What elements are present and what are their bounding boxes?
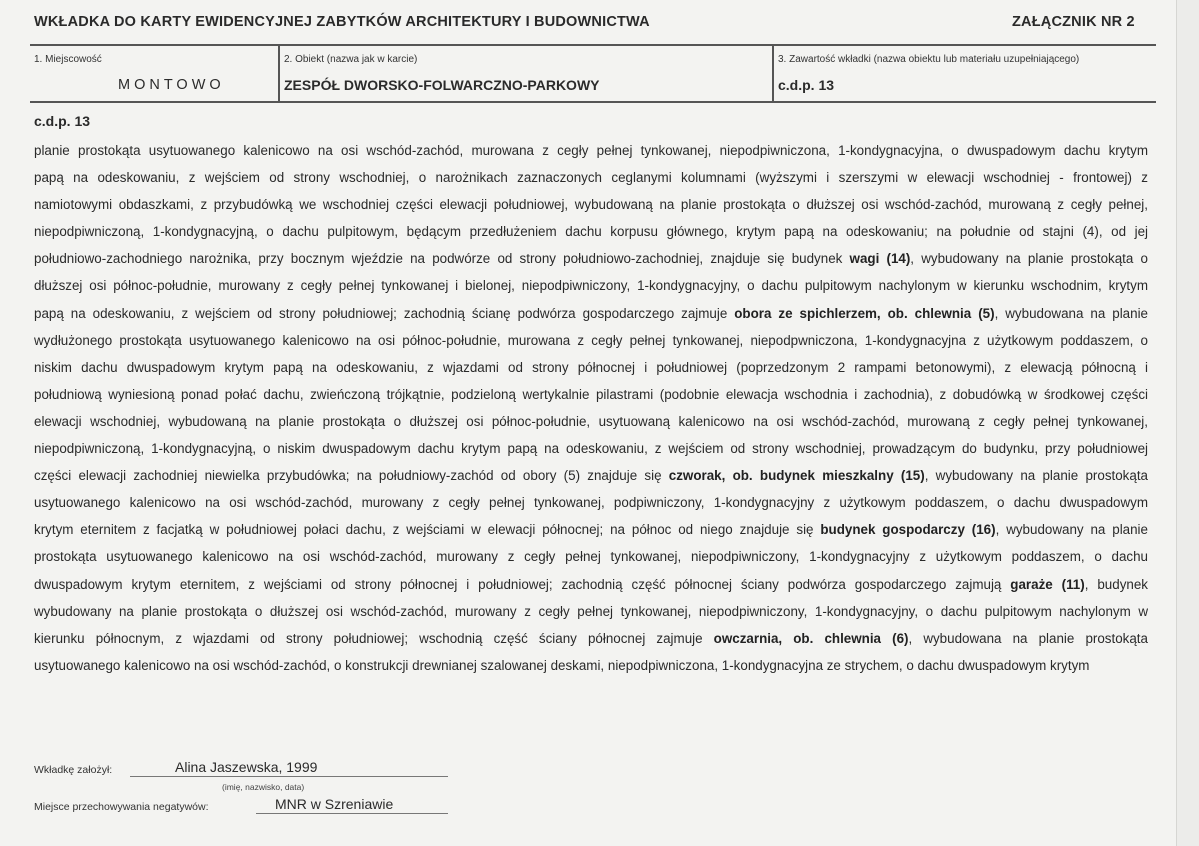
highlighted-building-name: owczarnia, ob. chlewnia (6) bbox=[713, 630, 909, 646]
object-value: ZESPÓŁ DWORSKO-FOLWARCZNO-PARKOWY bbox=[284, 77, 600, 93]
column-divider-1 bbox=[278, 46, 280, 102]
text-segment: kierunku północnym, z wjazdami od strony południowej; wschodnią część ściany północnej zajmuje bbox=[34, 630, 714, 646]
text-line bbox=[34, 408, 1148, 435]
text-segment: dłuższej osi północ-południe, murowany z cegły pełnej tynkowanej i bielonej, niepodpiwniczony, 1-kondygnacyjny, o dachu pulpitowym nachylonym w kierunku wschodnim, krytym bbox=[34, 278, 1148, 294]
town-value: MONTOWO bbox=[118, 77, 225, 93]
text-segment: niepodpiwniczoną, 1-kondygnacyjną, o niskim dwuspadowym dachu krytym papą na odeskowaniu, z wejściem od strony wschodniej, prowadzącym do budynku, przy południowej bbox=[34, 441, 1148, 457]
text-line bbox=[34, 625, 1148, 652]
text-line bbox=[34, 272, 1148, 299]
document-title: WKŁADKA DO KARTY EWIDENCYJNEJ ZABYTKÓW ARCHITEKTURY I BUDOWNICTWA bbox=[34, 14, 650, 30]
text-line bbox=[34, 489, 1148, 516]
text-line bbox=[34, 435, 1148, 462]
highlighted-building-name: wagi (14) bbox=[849, 251, 911, 267]
text-line bbox=[34, 543, 1148, 570]
text-segment: , wybudowany na planie bbox=[995, 522, 1148, 538]
text-segment: usytuowanego kalenicowo na osi wschód-zachód, murowany z cegły pełnej tynkowanej, podpiwniczony, 1-kondygnacyjny z użytkowym poddaszem, o dachu dwuspadowym bbox=[34, 495, 1148, 511]
bottom-rule bbox=[30, 101, 1156, 103]
town-label: 1. Miejscowość bbox=[34, 54, 102, 65]
text-line bbox=[34, 598, 1148, 625]
text-line bbox=[34, 218, 1148, 245]
highlighted-building-name: budynek gospodarczy (16) bbox=[820, 522, 996, 538]
object-label: 2. Obiekt (nazwa jak w karcie) bbox=[284, 54, 418, 65]
storage-label: Miejsce przechowywania negatywów: bbox=[34, 801, 209, 813]
text-segment: południową wyniesioną ponad połać dachu, zwieńczoną trójkątnie, podzieloną wertykalnie pilastrami (podobnie elewacja wschodnia i zachodnia), z dobudówką w środkowej części bbox=[34, 386, 1148, 402]
author-underline bbox=[130, 776, 448, 777]
text-segment: niepodpiwniczoną, 1-kondygnacyjną, o dachu pulpitowym, będącym przedłużeniem dachu korpusu głównego, krytym papą na odeskowaniu; na południe od stajni (4), od jej bbox=[34, 224, 1148, 240]
highlighted-building-name: czworak, ob. budynek mieszkalny (15) bbox=[668, 468, 925, 484]
attachment-number: ZAŁĄCZNIK NR 2 bbox=[1012, 14, 1135, 30]
text-segment: części elewacji zachodniej niewielka przybudówka; na południowy-zachód od obory (5) znajduje się bbox=[34, 468, 669, 484]
text-line bbox=[34, 327, 1148, 354]
text-line bbox=[34, 571, 1148, 598]
author-hint: (imię, nazwisko, data) bbox=[222, 782, 305, 792]
text-line bbox=[34, 164, 1148, 191]
text-segment: elewacji wschodniej, wybudowaną na planie prostokąta o dłuższej osi północ-południe, usytuowaną kalenicowo na osi wschód-zachód, murowaną z cegły pełnej tynkowanej, bbox=[34, 413, 1148, 429]
text-segment: , wybudowany na planie prostokąta bbox=[924, 468, 1148, 484]
top-rule bbox=[30, 44, 1156, 46]
highlighted-building-name: garaże (11) bbox=[1010, 576, 1085, 592]
scan-edge bbox=[1176, 0, 1199, 846]
text-segment: planie prostokąta usytuowanego kalenicowo na osi wschód-zachód, murowana z cegły pełnej tynkowanej, niepodpiwniczona, 1-kondygnacyjna, o dwuspadowym dachu krytym bbox=[34, 143, 1148, 158]
text-line bbox=[34, 245, 1148, 272]
text-line bbox=[34, 462, 1148, 489]
storage-underline bbox=[256, 813, 448, 814]
text-line bbox=[34, 137, 1148, 164]
text-segment: papą na odeskowaniu, z wejściem od strony południowej; zachodnią ścianę podwórza gospodarczego zajmuje bbox=[34, 305, 735, 321]
highlighted-building-name: obora ze spichlerzem, ob. chlewnia (5) bbox=[734, 305, 995, 321]
text-line bbox=[34, 191, 1148, 218]
text-segment: , budynek bbox=[1084, 576, 1148, 592]
text-segment: usytuowanego kalenicowo na osi wschód-zachód, o konstrukcji drewnianej szalowanej deskami, niepodpiwniczona, 1-kondygnacyjna ze strychem, o dachu dwuspadowym krytym bbox=[34, 657, 1090, 673]
text-line bbox=[34, 300, 1148, 327]
author-label: Wkładkę założył: bbox=[34, 764, 113, 776]
text-segment: dwuspadowym krytym eternitem, z wejściami od strony północnej i południowej; zachodnią część północnej ściany podwórza gospodarczego zajmują bbox=[34, 576, 1011, 592]
text-segment: , wybudowana na planie prostokąta bbox=[908, 630, 1148, 646]
text-line bbox=[34, 516, 1148, 543]
text-segment: namiotowymi obdaszkami, z przybudówką we wschodniej części elewacji południowej, wybudowaną na planie prostokąta o dłuższej osi wschód-zachód, murowaną z cegły pełnej, bbox=[34, 197, 1148, 213]
text-segment: niskim dachu dwuspadowym krytym papą na odeskowaniu, z wjazdami od strony północnej i południowej (poprzedzonym 2 rampami betonowymi), z elewacją północną i bbox=[34, 359, 1148, 375]
text-segment: wydłużonego prostokąta usytuowanego kalenicowo na osi północ-południe, murowana z cegły pełnej tynkowanej, niepodpwniczona, 1-kondygnacyjna z użytkowym poddaszem, o bbox=[34, 332, 1148, 348]
text-segment: papą na odeskowaniu, z wejściem od strony wschodniej, o narożnikach zaznaczonych ceglanymi kolumnami (wyższymi i szerszymi w elewacji wschodniej - frontowej) z bbox=[34, 170, 1148, 186]
description-text bbox=[34, 137, 1148, 679]
text-segment: krytym eternitem z facjatką w południowej połaci dachu, z wejściami w elewacji północnej; na północ od niego znajduje się bbox=[34, 522, 821, 538]
text-line bbox=[34, 381, 1148, 408]
text-segment: południowo-zachodniego narożnika, przy bocznym wjeździe na podwórze od strony południowo-zachodniej, znajduje się budynek bbox=[34, 251, 850, 267]
text-segment: prostokąta usytuowanego kalenicowo na osi wschód-zachód, murowany z cegły pełnej tynkowanej, niepodpiwniczony, 1-kondygnacyjny z użytkowym poddaszem, o dachu bbox=[34, 549, 1148, 565]
storage-value: MNR w Szreniawie bbox=[275, 796, 394, 812]
continuation-heading: c.d.p. 13 bbox=[34, 113, 91, 129]
text-segment: , wybudowany na planie prostokąta o bbox=[910, 251, 1148, 267]
content-value: c.d.p. 13 bbox=[778, 77, 835, 93]
content-label: 3. Zawartość wkładki (nazwa obiektu lub materiału uzupełniającego) bbox=[778, 54, 1080, 65]
text-line bbox=[34, 652, 1148, 679]
author-value: Alina Jaszewska, 1999 bbox=[175, 759, 318, 775]
text-segment: wybudowany na planie prostokąta o dłuższej osi wschód-zachód, murowany z cegły pełnej tynkowanej, niepodpiwniczony, 1-kondygnacyjny, o dachu pulpitowym nachylonym w bbox=[34, 603, 1148, 619]
text-line bbox=[34, 354, 1148, 381]
column-divider-2 bbox=[772, 46, 774, 102]
text-segment: , wybudowana na planie bbox=[994, 305, 1148, 321]
